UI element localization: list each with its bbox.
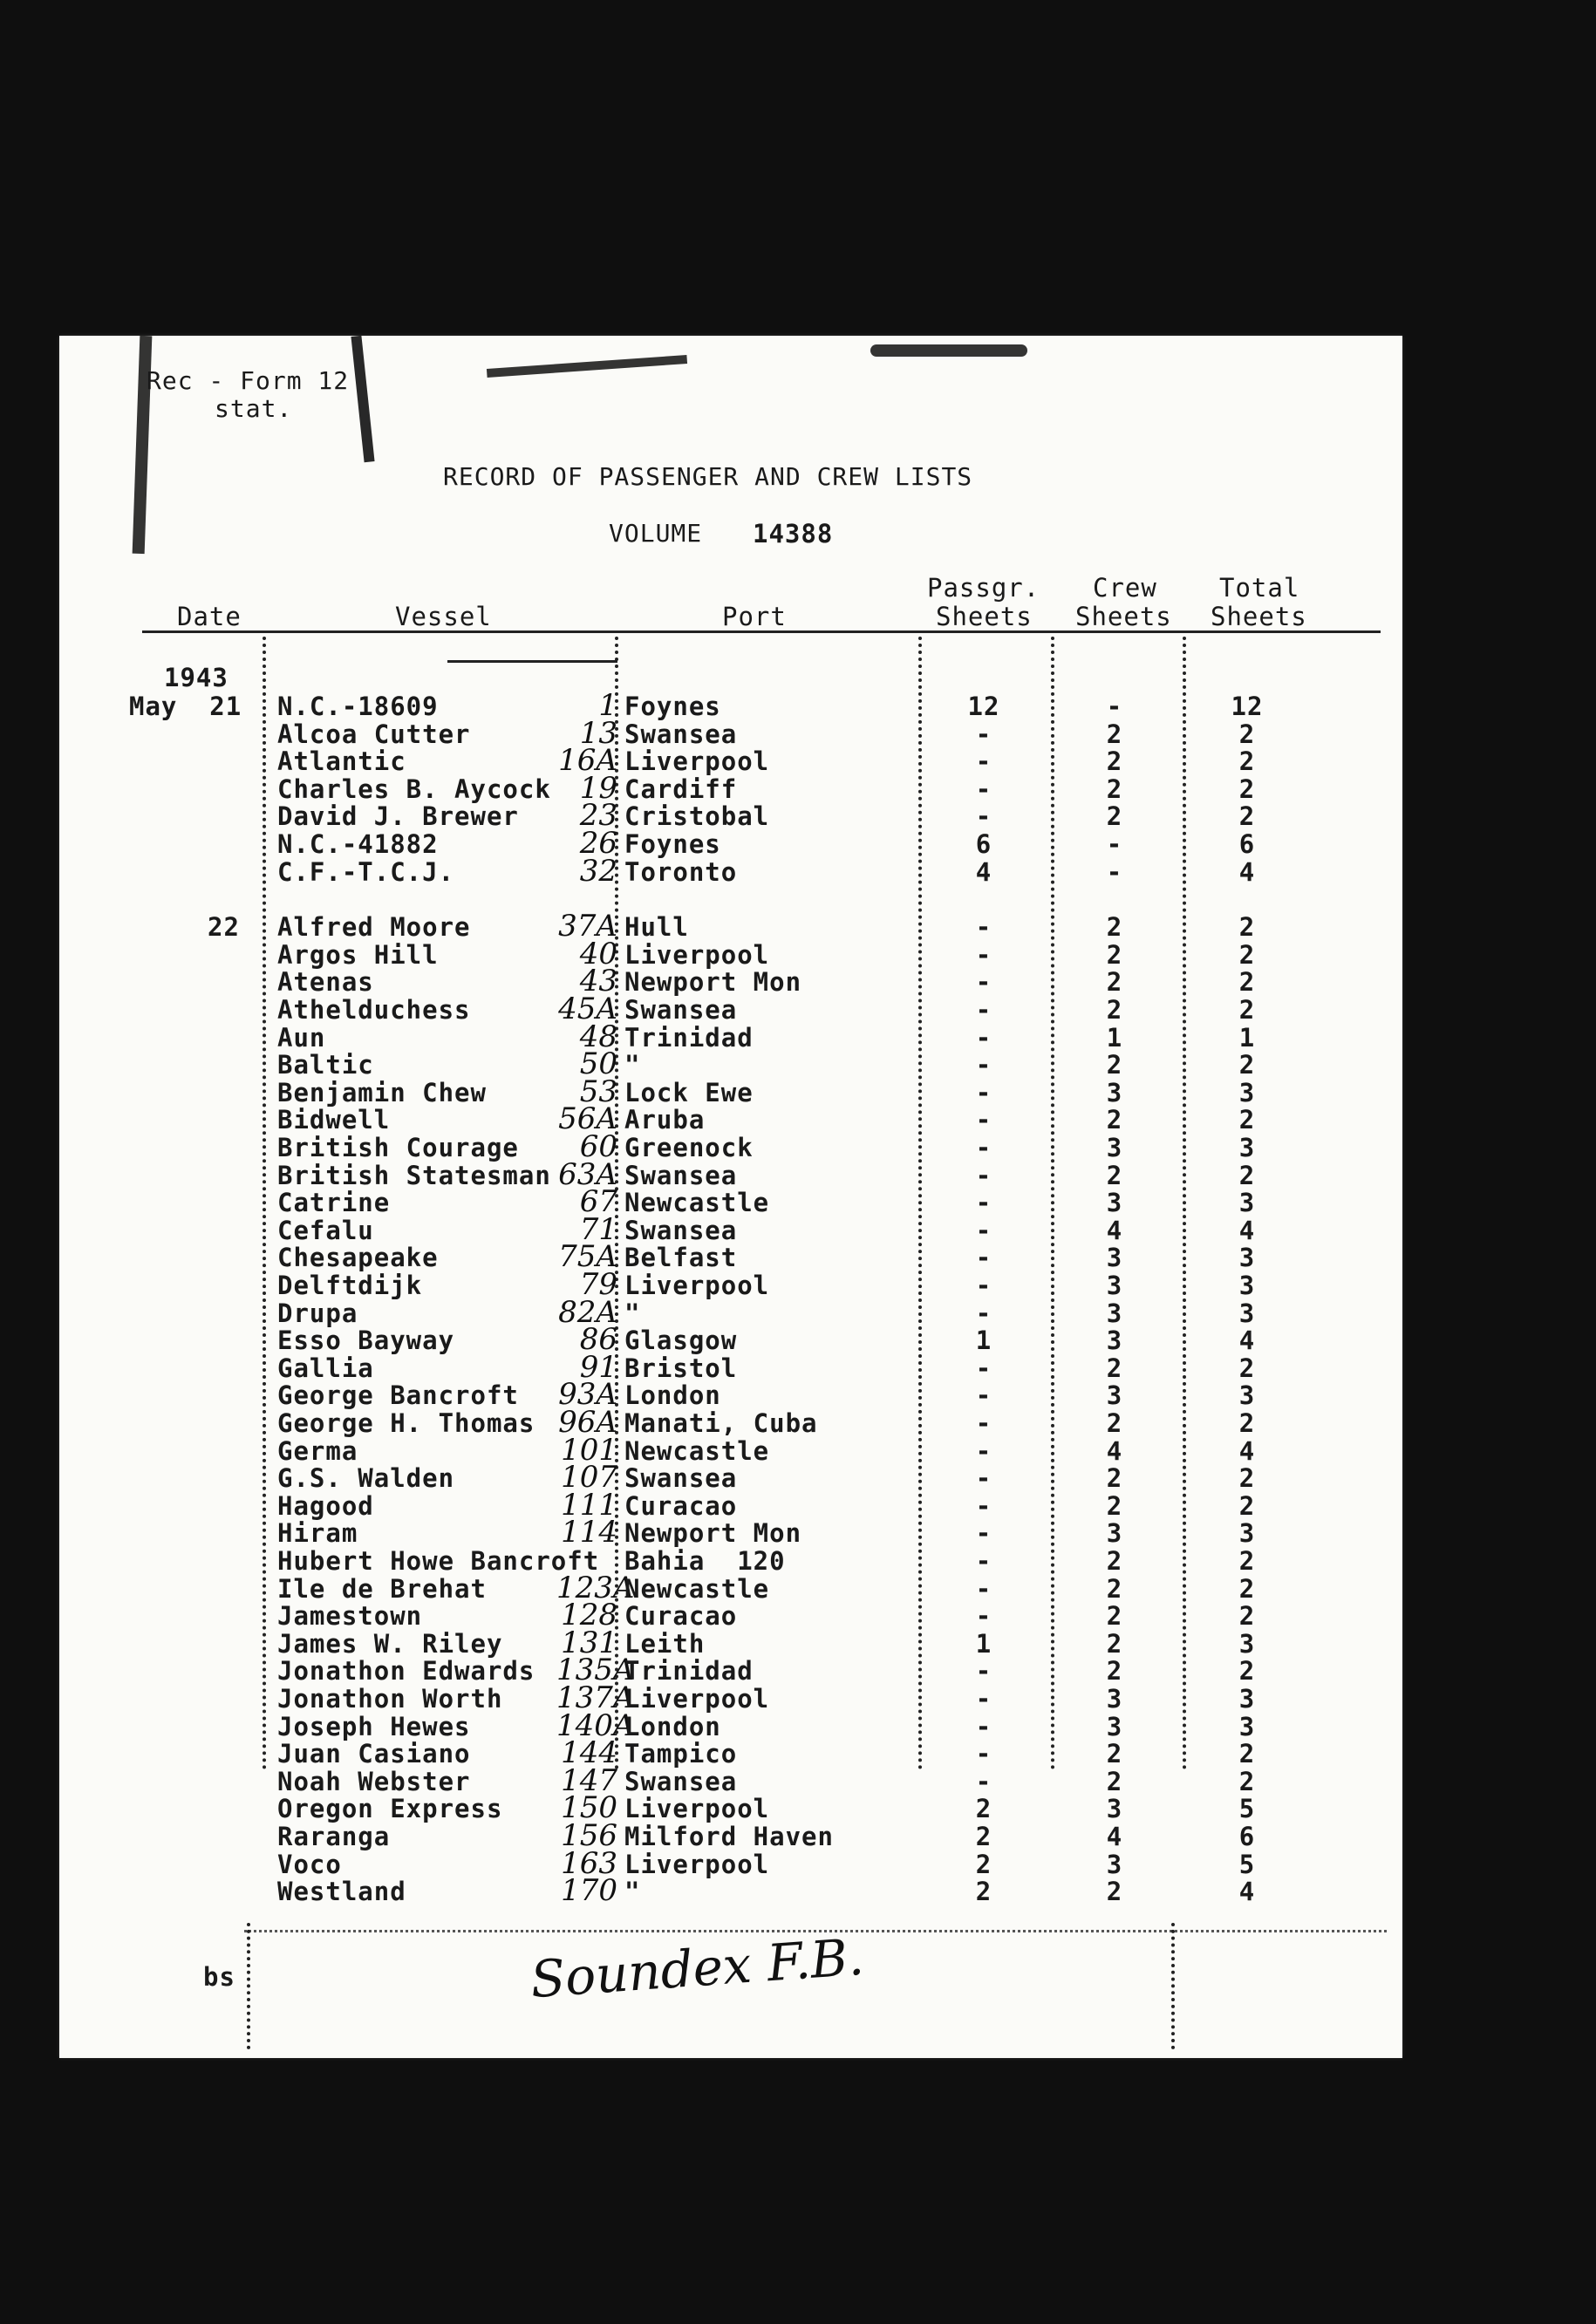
cell-passgr-sheets: - [975, 1601, 992, 1632]
cell-vessel: Joseph Hewes [277, 1711, 471, 1741]
scan-smudge-top-right [870, 344, 1027, 357]
cell-entry-number: 63A [558, 1156, 617, 1192]
cell-entry-number: 144 [561, 1735, 617, 1771]
cell-crew-sheets: 1 [1106, 1022, 1123, 1053]
cell-passgr-sheets: - [975, 1215, 992, 1245]
cell-vessel: Germa [277, 1435, 358, 1466]
cell-date: 22 [208, 912, 240, 943]
cell-passgr-sheets: - [975, 967, 992, 998]
cell-passgr-sheets: - [975, 995, 992, 1025]
cell-total-sheets: 2 [1238, 939, 1256, 970]
cell-port: Liverpool [624, 939, 770, 970]
column-header-crew-sheets: Sheets [1075, 602, 1172, 631]
column-header-port: Port [722, 602, 787, 631]
cell-vessel: Athelduchess [277, 995, 471, 1025]
cell-vessel: George H. Thomas [277, 1408, 535, 1438]
cell-crew-sheets: - [1106, 692, 1123, 721]
cell-vessel: Oregon Express [277, 1794, 503, 1824]
cell-port: " [624, 1050, 641, 1080]
cell-passgr-sheets: - [975, 1573, 992, 1604]
volume-number: 14388 [753, 519, 834, 549]
document-page [59, 336, 1402, 2058]
cell-passgr-sheets: - [975, 801, 992, 832]
cell-port: Newport Mon [624, 967, 802, 998]
cell-vessel: Atenas [277, 967, 374, 998]
cell-entry-number: 23 [579, 798, 617, 834]
cell-crew-sheets: 4 [1106, 1215, 1123, 1245]
cell-port: Trinidad [624, 1022, 754, 1053]
column-separator-port [918, 637, 922, 1770]
cell-crew-sheets: 3 [1106, 1684, 1123, 1714]
cell-port: Aruba [624, 1105, 706, 1135]
cell-vessel: Ile de Brehat [277, 1573, 487, 1604]
cell-total-sheets: 3 [1238, 1380, 1256, 1411]
cell-crew-sheets: 3 [1106, 1133, 1123, 1162]
cell-total-sheets: 3 [1238, 1188, 1256, 1218]
cell-port: London [624, 1380, 721, 1411]
cell-vessel: Hagood [277, 1490, 374, 1521]
cell-crew-sheets: - [1106, 856, 1123, 887]
year-label: 1943 [164, 663, 228, 692]
cell-entry-number: 16A [558, 743, 617, 779]
cell-vessel: Alfred Moore [277, 912, 471, 943]
cell-passgr-sheets: - [975, 1243, 992, 1273]
cell-vessel: Voco [277, 1849, 342, 1879]
cell-total-sheets: 4 [1238, 856, 1256, 887]
cell-entry-number: 131 [561, 1625, 617, 1660]
cell-total-sheets: 1 [1238, 1022, 1256, 1053]
cell-crew-sheets: 2 [1106, 746, 1123, 777]
cell-port: London [624, 1711, 721, 1741]
cell-passgr-sheets: - [975, 1353, 992, 1383]
cell-entry-number: 123A [556, 1570, 635, 1605]
cell-passgr-sheets: - [975, 746, 992, 777]
column-header-total: Total [1219, 573, 1300, 603]
cell-crew-sheets: 2 [1106, 774, 1123, 804]
cell-passgr-sheets: 2 [975, 1794, 992, 1824]
cell-entry-number: 128 [561, 1598, 617, 1633]
cell-port: Foynes [624, 829, 721, 859]
cell-port: Swansea [624, 1160, 738, 1190]
cell-passgr-sheets: - [975, 1546, 992, 1576]
cell-vessel: David J. Brewer [277, 801, 519, 832]
footer-separator-crew [1171, 1923, 1175, 2049]
cell-vessel: Charles B. Aycock [277, 774, 551, 804]
cell-passgr-sheets: - [975, 1684, 992, 1714]
cell-crew-sheets: 4 [1106, 1435, 1123, 1466]
cell-port: Trinidad [624, 1656, 754, 1687]
cell-entry-number: 67 [579, 1184, 617, 1220]
form-reference: Rec - Form 12 [147, 366, 350, 395]
form-reference-stat: stat. [215, 394, 293, 423]
column-header-date: Date [177, 602, 242, 631]
cell-crew-sheets: 4 [1106, 1822, 1123, 1851]
cell-vessel: Argos Hill [277, 939, 439, 970]
cell-passgr-sheets: - [975, 719, 992, 749]
cell-crew-sheets: 2 [1106, 719, 1123, 749]
cell-vessel: Bidwell [277, 1105, 391, 1135]
cell-port: Milford Haven [624, 1822, 834, 1851]
cell-port: Swansea [624, 1215, 738, 1245]
cell-entry-number: 137A [556, 1680, 635, 1715]
cell-entry-number: 50 [579, 1046, 617, 1082]
cell-crew-sheets: 3 [1106, 1518, 1123, 1549]
cell-port: Liverpool [624, 1271, 770, 1300]
cell-total-sheets: 2 [1238, 1739, 1256, 1769]
cell-total-sheets: 2 [1238, 1601, 1256, 1632]
column-header-passgr-sheets: Sheets [936, 602, 1033, 631]
cell-port: Newcastle [624, 1435, 770, 1466]
cell-crew-sheets: 3 [1106, 1077, 1123, 1107]
cell-total-sheets: 2 [1238, 746, 1256, 777]
cell-total-sheets: 2 [1238, 1353, 1256, 1383]
cell-passgr-sheets: - [975, 1739, 992, 1769]
scan-smudge-center [351, 336, 374, 462]
cell-entry-number: 101 [561, 1432, 617, 1468]
cell-crew-sheets: 3 [1106, 1326, 1123, 1356]
cell-entry-number: 96A [558, 1405, 617, 1440]
cell-vessel: George Bancroft [277, 1380, 519, 1411]
cell-passgr-sheets: - [975, 1518, 992, 1549]
cell-vessel: Jonathon Worth [277, 1684, 503, 1714]
cell-port: Curacao [624, 1490, 738, 1521]
cell-passgr-sheets: - [975, 1077, 992, 1107]
cell-port: Leith [624, 1628, 706, 1659]
cell-passgr-sheets: - [975, 1435, 992, 1466]
column-header-total-sheets: Sheets [1211, 602, 1307, 631]
cell-total-sheets: 2 [1238, 1050, 1256, 1080]
cell-total-sheets: 5 [1238, 1849, 1256, 1879]
cell-passgr-sheets: 1 [975, 1628, 992, 1659]
cell-port: Swansea [624, 995, 738, 1025]
cell-vessel: Benjamin Chew [277, 1077, 487, 1107]
cell-port: Greenock [624, 1133, 754, 1162]
cell-total-sheets: 3 [1238, 1243, 1256, 1273]
cell-vessel: Chesapeake [277, 1243, 439, 1273]
cell-total-sheets: 2 [1238, 1490, 1256, 1521]
cell-entry-number: 56A [558, 1101, 617, 1137]
cell-crew-sheets: 2 [1106, 1105, 1123, 1135]
cell-port: Newcastle [624, 1573, 770, 1604]
cell-port: " [624, 1298, 641, 1328]
cell-total-sheets: 12 [1231, 692, 1264, 721]
cell-vessel: Atlantic [277, 746, 406, 777]
cell-total-sheets: 2 [1238, 1160, 1256, 1190]
cell-crew-sheets: 3 [1106, 1298, 1123, 1328]
cell-port: Bristol [624, 1353, 738, 1383]
cell-crew-sheets: 2 [1106, 1739, 1123, 1769]
cell-crew-sheets: - [1106, 829, 1123, 859]
cell-vessel: Gallia [277, 1353, 374, 1383]
cell-vessel: C.F.-T.C.J. [277, 856, 455, 887]
cell-passgr-sheets: 2 [975, 1822, 992, 1851]
cell-total-sheets: 3 [1238, 1628, 1256, 1659]
cell-vessel: Delftdijk [277, 1271, 423, 1300]
column-header-vessel: Vessel [395, 602, 492, 631]
soundex-signature: Soundex F.B. [529, 1926, 866, 2010]
cell-port: Glasgow [624, 1326, 738, 1356]
cell-total-sheets: 3 [1238, 1684, 1256, 1714]
cell-port: Bahia 120 [624, 1546, 786, 1576]
cell-crew-sheets: 2 [1106, 939, 1123, 970]
cell-crew-sheets: 3 [1106, 1271, 1123, 1300]
cell-crew-sheets: 2 [1106, 1353, 1123, 1383]
cell-vessel: Baltic [277, 1050, 374, 1080]
cell-port: Lock Ewe [624, 1077, 754, 1107]
cell-crew-sheets: 2 [1106, 1160, 1123, 1190]
cell-crew-sheets: 2 [1106, 1877, 1123, 1907]
cell-passgr-sheets: - [975, 1022, 992, 1053]
cell-total-sheets: 3 [1238, 1518, 1256, 1549]
cell-total-sheets: 2 [1238, 912, 1256, 943]
cell-crew-sheets: 2 [1106, 912, 1123, 943]
cell-entry-number: 156 [561, 1818, 617, 1853]
cell-entry-number: 75A [558, 1239, 617, 1275]
cell-crew-sheets: 2 [1106, 1463, 1123, 1494]
cell-total-sheets: 2 [1238, 1105, 1256, 1135]
column-separator-crew [1183, 637, 1186, 1770]
cell-crew-sheets: 3 [1106, 1794, 1123, 1824]
cell-crew-sheets: 2 [1106, 1408, 1123, 1438]
cell-total-sheets: 2 [1238, 1656, 1256, 1687]
cell-total-sheets: 2 [1238, 1408, 1256, 1438]
cell-crew-sheets: 2 [1106, 967, 1123, 998]
cell-total-sheets: 6 [1238, 829, 1256, 859]
cell-vessel: N.C.-41882 [277, 829, 439, 859]
cell-crew-sheets: 2 [1106, 1656, 1123, 1687]
cell-vessel: Westland [277, 1877, 406, 1907]
cell-entry-number: 170 [561, 1873, 617, 1909]
cell-entry-number: 37A [558, 909, 617, 944]
cell-entry-number: 150 [561, 1790, 617, 1826]
cell-vessel: British Courage [277, 1133, 519, 1162]
cell-vessel: N.C.-18609 [277, 692, 439, 721]
cell-passgr-sheets: - [975, 912, 992, 943]
cell-date: May 21 [129, 692, 242, 721]
cell-port: Newcastle [624, 1188, 770, 1218]
cell-entry-number: 107 [561, 1460, 617, 1496]
cell-entry-number: 82A [558, 1294, 617, 1330]
cell-port: Liverpool [624, 1684, 770, 1714]
cell-vessel: Aun [277, 1022, 326, 1053]
cell-entry-number: 114 [561, 1515, 617, 1550]
cell-passgr-sheets: - [975, 1188, 992, 1218]
cell-vessel: Alcoa Cutter [277, 719, 471, 749]
cell-passgr-sheets: - [975, 1298, 992, 1328]
cell-crew-sheets: 3 [1106, 1380, 1123, 1411]
cell-vessel: Noah Webster [277, 1766, 471, 1796]
cell-entry-number: 147 [561, 1762, 617, 1798]
column-header-passgr: Passgr. [927, 573, 1040, 603]
cell-port: Cardiff [624, 774, 738, 804]
cell-passgr-sheets: - [975, 1711, 992, 1741]
cell-entry-number: 19 [579, 770, 617, 806]
cell-total-sheets: 2 [1238, 995, 1256, 1025]
cell-entry-number: 13 [579, 715, 617, 751]
cell-passgr-sheets: - [975, 1766, 992, 1796]
cell-total-sheets: 2 [1238, 1463, 1256, 1494]
cell-passgr-sheets: - [975, 1408, 992, 1438]
cell-crew-sheets: 2 [1106, 1628, 1123, 1659]
cell-passgr-sheets: - [975, 1490, 992, 1521]
cell-vessel: Raranga [277, 1822, 391, 1851]
cell-vessel: British Statesman [277, 1160, 551, 1190]
cell-crew-sheets: 3 [1106, 1188, 1123, 1218]
cell-vessel: Esso Bayway [277, 1326, 455, 1356]
cell-total-sheets: 2 [1238, 1546, 1256, 1576]
cell-total-sheets: 4 [1238, 1877, 1256, 1907]
cell-vessel: Juan Casiano [277, 1739, 471, 1769]
cell-passgr-sheets: 2 [975, 1849, 992, 1879]
cell-entry-number: 53 [579, 1073, 617, 1109]
cell-entry-number: 60 [579, 1129, 617, 1164]
cell-port: " [624, 1877, 641, 1907]
cell-total-sheets: 2 [1238, 1766, 1256, 1796]
cell-entry-number: 32 [579, 853, 617, 889]
cell-vessel: G.S. Walden [277, 1463, 455, 1494]
cell-entry-number: 26 [579, 826, 617, 861]
cell-vessel: Catrine [277, 1188, 391, 1218]
cell-vessel: Cefalu [277, 1215, 374, 1245]
cell-entry-number: 45A [558, 992, 617, 1026]
cell-entry-number: 93A [558, 1377, 617, 1413]
cell-entry-number: 71 [579, 1211, 617, 1247]
cell-entry-number: 1 [598, 688, 617, 723]
column-separator-passgr [1051, 637, 1054, 1770]
cell-passgr-sheets: - [975, 774, 992, 804]
cell-crew-sheets: 2 [1106, 1490, 1123, 1521]
cell-port: Manati, Cuba [624, 1408, 818, 1438]
cell-port: Liverpool [624, 746, 770, 777]
cell-vessel: Jonathon Edwards [277, 1656, 535, 1687]
cell-vessel: Hubert Howe Bancroft [277, 1546, 600, 1576]
cell-total-sheets: 4 [1238, 1215, 1256, 1245]
cell-passgr-sheets: - [975, 1463, 992, 1494]
cell-port: Foynes [624, 692, 721, 721]
cell-total-sheets: 2 [1238, 719, 1256, 749]
cell-port: Curacao [624, 1601, 738, 1632]
cell-port: Belfast [624, 1243, 738, 1273]
cell-passgr-sheets: - [975, 1271, 992, 1300]
footer-separator-date [247, 1923, 250, 2049]
cell-crew-sheets: 2 [1106, 1573, 1123, 1604]
cell-port: Tampico [624, 1739, 738, 1769]
cell-crew-sheets: 2 [1106, 1546, 1123, 1576]
cell-port: Swansea [624, 719, 738, 749]
cell-entry-number: 135A [556, 1653, 635, 1688]
page-title: RECORD OF PASSENGER AND CREW LISTS [443, 462, 973, 491]
cell-port: Swansea [624, 1463, 738, 1494]
cell-crew-sheets: 2 [1106, 801, 1123, 832]
cell-passgr-sheets: 1 [975, 1326, 992, 1356]
cell-crew-sheets: 3 [1106, 1243, 1123, 1273]
cell-crew-sheets: 2 [1106, 1050, 1123, 1080]
cell-port: Swansea [624, 1766, 738, 1796]
cell-total-sheets: 2 [1238, 1573, 1256, 1604]
cell-passgr-sheets: 6 [975, 829, 992, 859]
cell-entry-number: 40 [579, 936, 617, 971]
cell-vessel: Drupa [277, 1298, 358, 1328]
cell-passgr-sheets: - [975, 939, 992, 970]
cell-entry-number: 91 [579, 1349, 617, 1385]
cell-total-sheets: 2 [1238, 801, 1256, 832]
cell-port: Toronto [624, 856, 738, 887]
cell-port: Liverpool [624, 1849, 770, 1879]
cell-passgr-sheets: - [975, 1160, 992, 1190]
initials: bs [203, 1962, 235, 1992]
cell-total-sheets: 3 [1238, 1133, 1256, 1162]
cell-crew-sheets: 3 [1106, 1711, 1123, 1741]
cell-total-sheets: 5 [1238, 1794, 1256, 1824]
cell-total-sheets: 6 [1238, 1822, 1256, 1851]
cell-total-sheets: 3 [1238, 1298, 1256, 1328]
cell-port: Hull [624, 912, 689, 943]
cell-passgr-sheets: 4 [975, 856, 992, 887]
cell-entry-number: 48 [579, 1019, 617, 1054]
column-separator-date [263, 637, 266, 1770]
cell-total-sheets: 2 [1238, 967, 1256, 998]
scan-smudge-top [487, 355, 687, 378]
volume-label: VOLUME [609, 519, 703, 548]
cell-crew-sheets: 2 [1106, 995, 1123, 1025]
cell-port: Cristobal [624, 801, 770, 832]
cell-entry-number: 43 [579, 964, 617, 999]
cell-vessel: Hiram [277, 1518, 358, 1549]
cell-total-sheets: 3 [1238, 1711, 1256, 1741]
cell-entry-number: 79 [579, 1267, 617, 1302]
cell-port: Liverpool [624, 1794, 770, 1824]
cell-entry-number: 163 [561, 1845, 617, 1881]
cell-passgr-sheets: - [975, 1105, 992, 1135]
cell-entry-number: 86 [579, 1322, 617, 1358]
cell-port: Newport Mon [624, 1518, 802, 1549]
cell-passgr-sheets: - [975, 1380, 992, 1411]
cell-total-sheets: 3 [1238, 1077, 1256, 1107]
cell-passgr-sheets: - [975, 1656, 992, 1687]
cell-total-sheets: 4 [1238, 1435, 1256, 1466]
cell-total-sheets: 3 [1238, 1271, 1256, 1300]
cell-passgr-sheets: - [975, 1133, 992, 1162]
cell-crew-sheets: 2 [1106, 1601, 1123, 1632]
vessel-sub-rule [447, 660, 617, 663]
cell-total-sheets: 2 [1238, 774, 1256, 804]
cell-passgr-sheets: - [975, 1050, 992, 1080]
cell-entry-number: 140A [556, 1707, 635, 1743]
cell-total-sheets: 4 [1238, 1326, 1256, 1356]
cell-crew-sheets: 3 [1106, 1849, 1123, 1879]
cell-entry-number: 111 [561, 1487, 617, 1523]
cell-vessel: James W. Riley [277, 1628, 503, 1659]
cell-passgr-sheets: 12 [967, 692, 1000, 721]
column-header-crew: Crew [1093, 573, 1157, 603]
header-rule [142, 630, 1381, 633]
cell-passgr-sheets: 2 [975, 1877, 992, 1907]
cell-crew-sheets: 2 [1106, 1766, 1123, 1796]
cell-vessel: Jamestown [277, 1601, 423, 1632]
